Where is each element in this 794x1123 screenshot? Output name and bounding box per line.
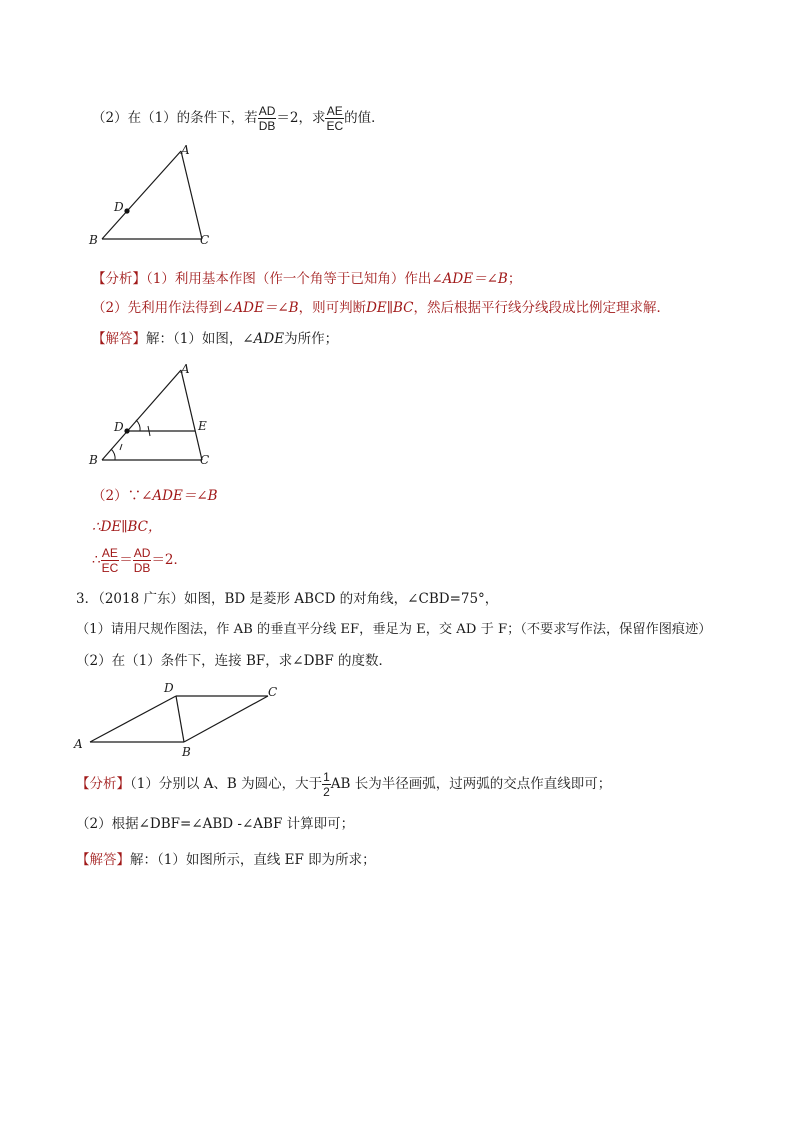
proof-line-3 — [92, 546, 187, 575]
fraction-ad-db — [133, 546, 152, 575]
fraction-numerator: 1 — [323, 770, 330, 784]
label-a: A — [74, 737, 83, 751]
fraction-numerator: AD — [258, 104, 276, 118]
analysis-text: ； — [507, 271, 522, 287]
proof-line-2: ∴DE∥BC， — [92, 519, 162, 535]
arc-angle-b — [111, 449, 115, 460]
fraction-ae-ec — [101, 546, 120, 575]
fraction-ad-db — [258, 104, 277, 133]
label-c: C — [268, 685, 278, 699]
arc-mark — [120, 444, 122, 450]
solution-text: 解：（1）如图所示，直线 EF 即为所求； — [130, 852, 376, 868]
label-e: E — [198, 419, 207, 433]
rhombus-figure — [70, 678, 290, 760]
problem-3-part-2: （2）在（1）条件下，连接 BF，求∠DBF 的度数． — [76, 653, 392, 669]
analysis-text: ，然后根据平行线分线段成比例定理求解． — [413, 300, 670, 316]
analysis-text: （2）先利用作法得到 — [92, 300, 223, 316]
math-expression: ∠ADE — [242, 331, 285, 347]
solution-line-1 — [92, 330, 338, 348]
math-expression: ∠ADE＝∠B — [431, 271, 508, 287]
solution-text: 解：（1）如图， — [146, 331, 243, 347]
proof-line-1 — [92, 487, 218, 505]
fraction-denominator: DB — [133, 561, 151, 575]
proof-text: ＝2． — [151, 552, 188, 568]
analysis-text: （1）分别以 A、B 为圆心，大于 — [130, 776, 323, 792]
label-d: D — [114, 200, 124, 214]
fraction-ae-ec — [325, 104, 344, 133]
prompt-text: 的值． — [344, 110, 385, 126]
solution-text: 为所作； — [284, 331, 339, 347]
fraction-denominator: DB — [258, 119, 276, 133]
label-d: D — [164, 681, 174, 695]
fraction-numerator: AD — [133, 546, 151, 560]
fraction-denominator: 2 — [323, 785, 330, 799]
analysis-line-1 — [92, 270, 521, 288]
proof-text: （2）∵ — [92, 488, 142, 504]
analysis-tag: 【分析】 — [76, 776, 130, 792]
label-c: C — [200, 233, 210, 247]
triangle-figure-1 — [84, 140, 224, 250]
label-a: A — [181, 362, 190, 376]
label-b: B — [89, 233, 98, 247]
prompt-text: ＝2，求 — [276, 110, 326, 126]
label-d: D — [114, 420, 124, 434]
math-expression: ∠ADE＝∠B — [141, 488, 218, 504]
label-b: B — [89, 453, 98, 467]
proof-text: ∴ — [92, 552, 101, 568]
solution-tag: 【解答】 — [92, 331, 146, 347]
analysis-2-line-2: （2）根据∠DBF=∠ABD -∠ABF 计算即可； — [76, 816, 355, 832]
fraction-denominator: EC — [326, 119, 344, 133]
label-a: A — [181, 143, 190, 157]
solution-tag: 【解答】 — [76, 852, 130, 868]
prompt-text: （2）在（1）的条件下，若 — [92, 110, 258, 126]
fraction-numerator: AE — [101, 546, 118, 560]
point-d-dot — [124, 428, 129, 433]
analysis-tag: 【分析】 — [92, 271, 146, 287]
label-b: B — [182, 745, 191, 759]
question-2-prompt — [92, 104, 385, 133]
fraction-one-half — [322, 770, 331, 799]
problem-3-title: 3．（2018 广东）如图，BD 是菱形 ABCD 的对角线，∠CBD=75°， — [76, 591, 499, 607]
analysis-text: AB 长为半径画弧，过两弧的交点作直线即可； — [330, 776, 612, 792]
triangle-figure-2 — [84, 360, 224, 472]
point-d-dot — [124, 208, 129, 213]
analysis-2-line-1 — [76, 770, 611, 799]
problem-3-part-1: （1）请用尺规作图法，作 AB 的垂直平分线 EF，垂足为 E，交 AD 于 F；（不要求写作法，保留作图痕迹） — [76, 622, 712, 637]
label-c: C — [200, 453, 210, 467]
fraction-numerator: AE — [326, 104, 343, 118]
diagonal-bd — [176, 696, 184, 742]
arc-angle-d — [136, 420, 140, 431]
analysis-text: ，则可判断 — [298, 300, 367, 316]
math-expression: ∠ADE＝∠B — [222, 300, 299, 316]
solution-2-line — [76, 851, 376, 869]
fraction-denominator: EC — [101, 561, 119, 575]
math-expression: DE∥BC — [366, 300, 414, 316]
proof-text: ＝ — [119, 552, 133, 568]
analysis-line-2 — [92, 299, 670, 317]
analysis-text: （1）利用基本作图（作一个角等于已知角）作出 — [146, 271, 432, 287]
